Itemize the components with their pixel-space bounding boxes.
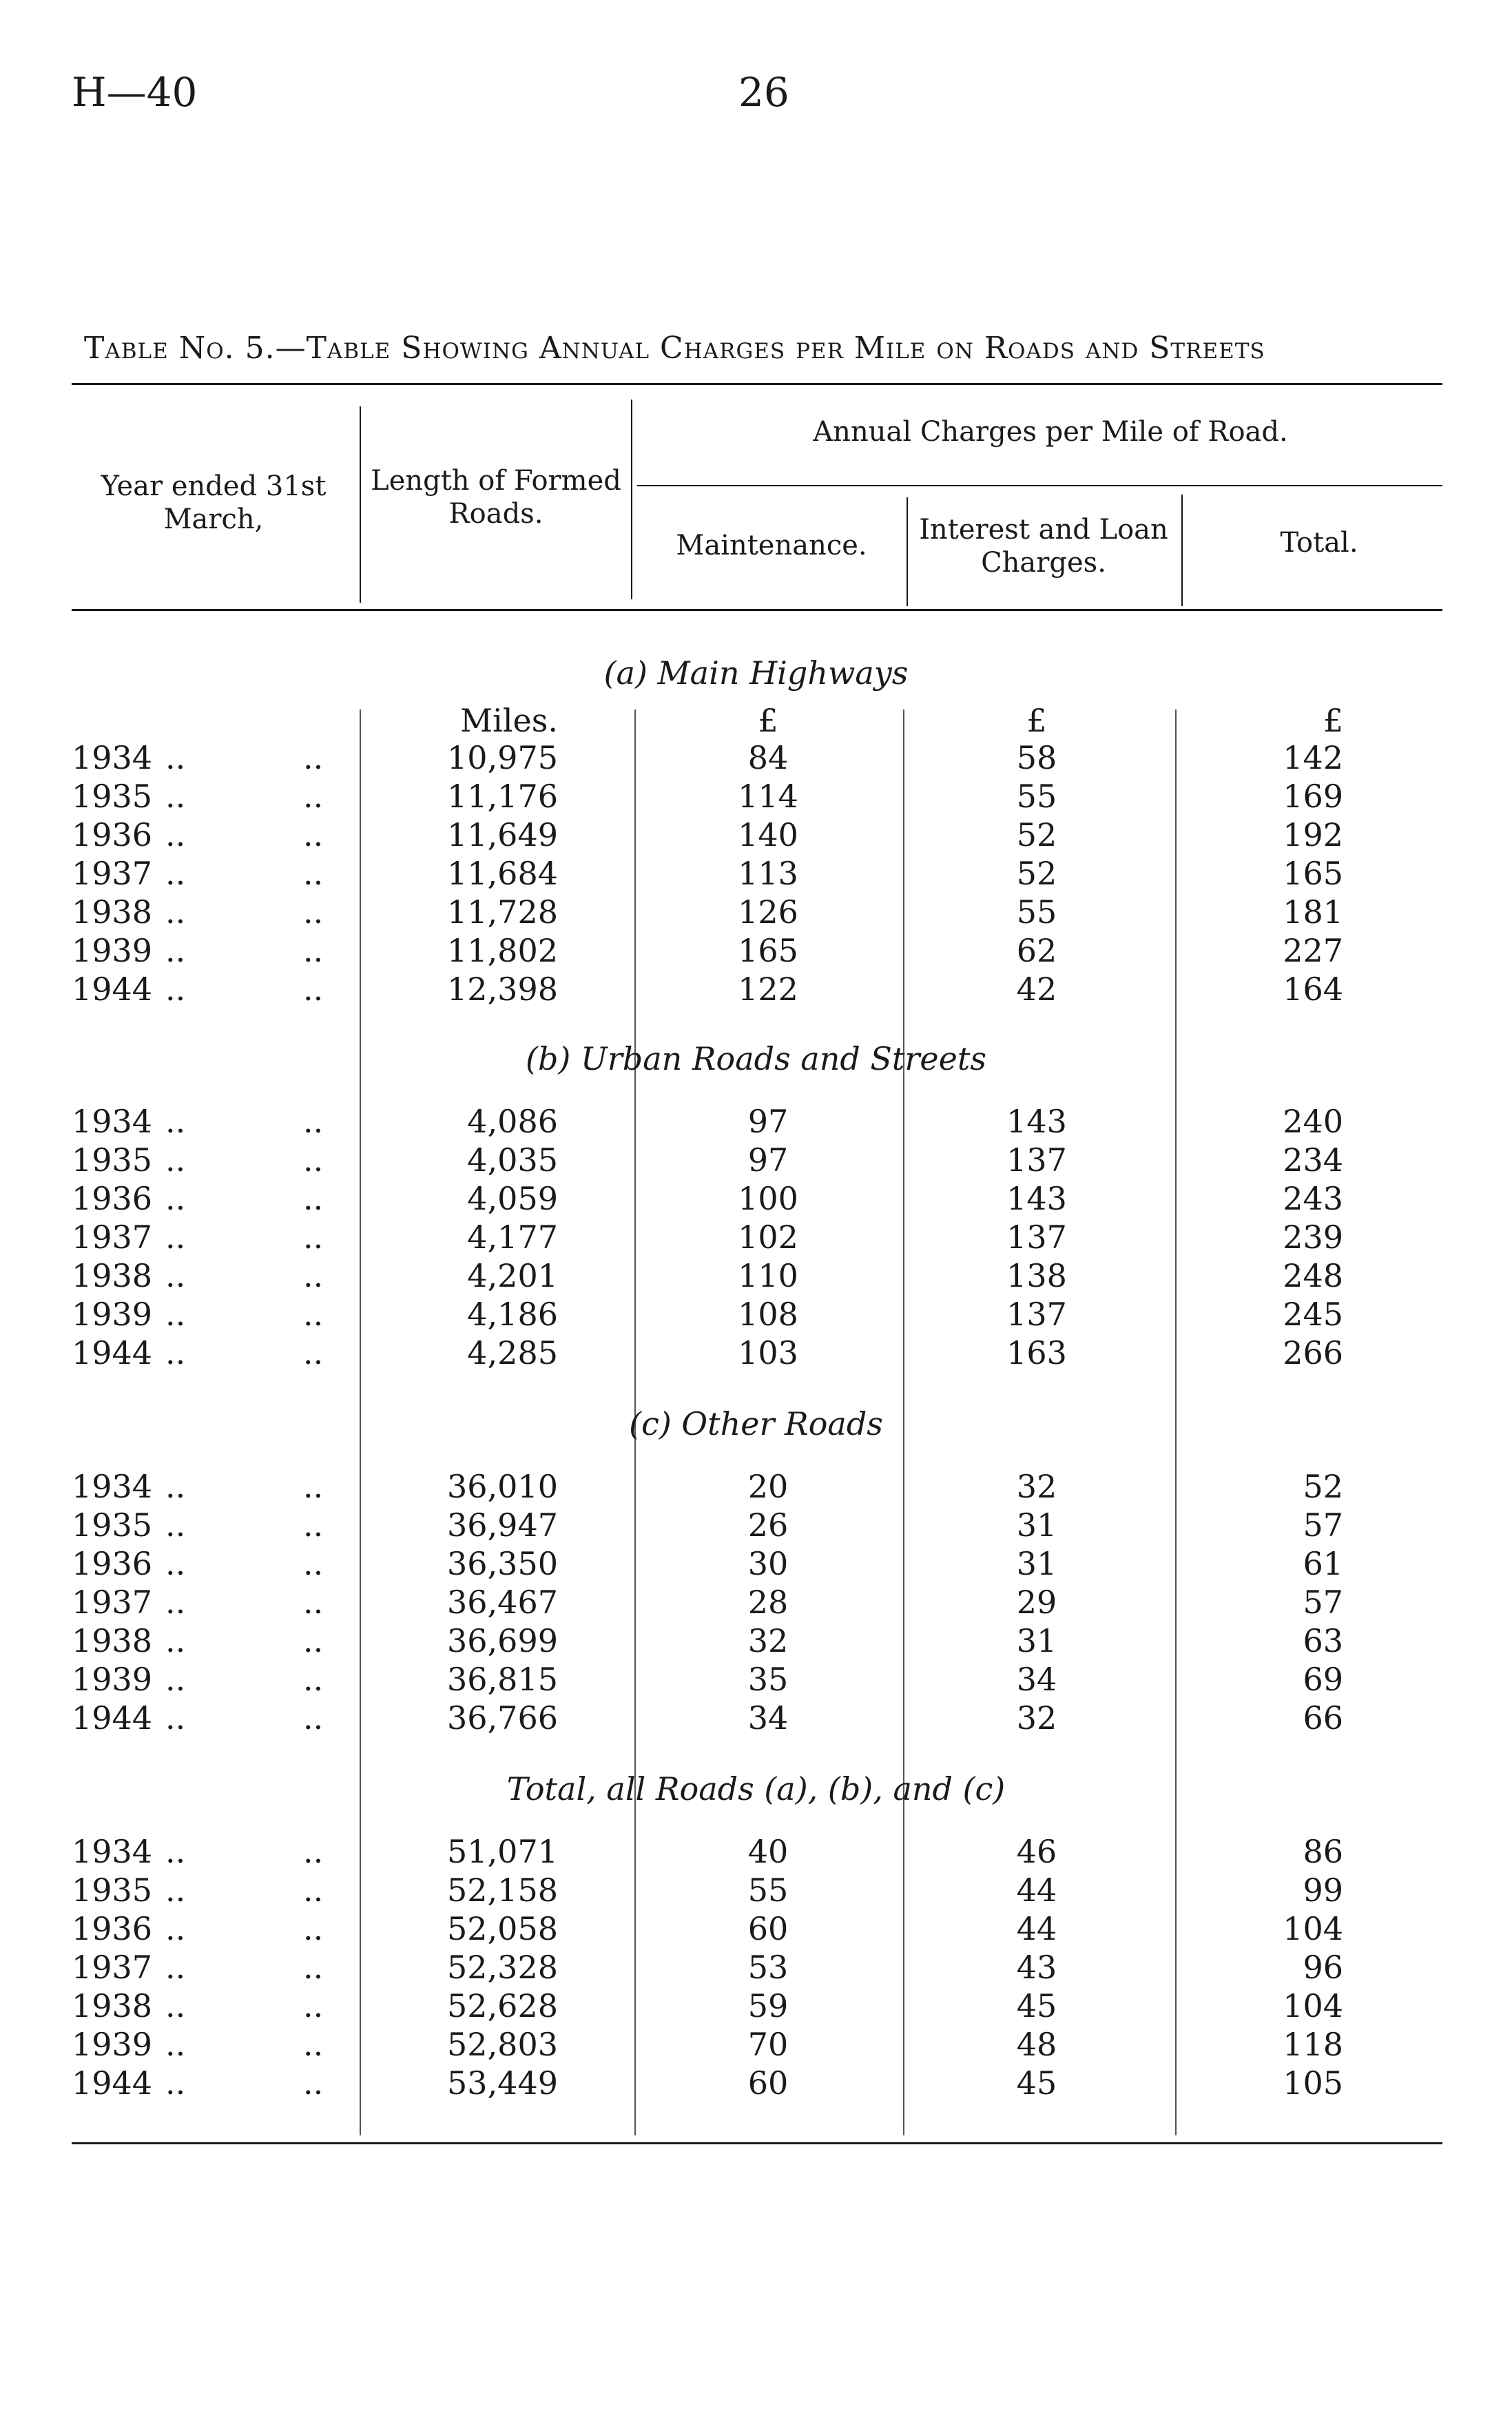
section-title: (c) Other Roads xyxy=(629,1405,883,1442)
length-cell: 53,449 xyxy=(447,2064,558,2102)
length-cell: 36,699 xyxy=(447,1622,558,1659)
leader-dots: .. xyxy=(303,932,324,969)
section-title: (b) Urban Roads and Streets xyxy=(526,1040,986,1077)
leader-dots: .. xyxy=(165,1949,186,1986)
year-cell: 1934 xyxy=(72,1103,153,1140)
leader-dots: .. xyxy=(303,778,324,815)
total-cell: 57 xyxy=(1303,1506,1343,1544)
table-row xyxy=(0,777,1512,816)
length-cell: 52,328 xyxy=(447,1949,558,1986)
year-cell: 1939 xyxy=(72,1296,153,1333)
total-cell: 227 xyxy=(1283,932,1343,969)
leader-dots: .. xyxy=(303,739,324,776)
total-cell: 96 xyxy=(1303,1949,1343,1986)
maintenance-cell: 70 xyxy=(747,2026,789,2063)
maintenance-cell: 35 xyxy=(747,1661,789,1698)
interest-cell: 42 xyxy=(1016,971,1057,1008)
table-row xyxy=(0,1506,1512,1544)
leader-dots: .. xyxy=(165,1699,186,1737)
length-cell: 36,350 xyxy=(447,1545,558,1582)
length-cell: 4,285 xyxy=(467,1334,558,1371)
leader-dots: .. xyxy=(303,855,324,892)
interest-cell: 163 xyxy=(1006,1334,1067,1371)
leader-dots: .. xyxy=(303,1180,324,1217)
header-divider-interest xyxy=(1181,495,1183,606)
leader-dots: .. xyxy=(165,1833,186,1870)
interest-cell: 44 xyxy=(1016,1910,1057,1947)
maintenance-cell: 20 xyxy=(747,1468,789,1505)
maintenance-cell: 53 xyxy=(747,1949,789,1986)
length-cell: 11,728 xyxy=(447,893,558,931)
leader-dots: .. xyxy=(165,1910,186,1947)
maintenance-cell: 165 xyxy=(738,932,798,969)
length-cell: 4,177 xyxy=(467,1219,558,1256)
leader-dots: .. xyxy=(165,1584,186,1621)
length-cell: 52,158 xyxy=(447,1872,558,1909)
interest-cell: 143 xyxy=(1006,1103,1067,1140)
year-cell: 1938 xyxy=(72,893,153,931)
table-row xyxy=(0,893,1512,931)
year-cell: 1934 xyxy=(72,739,153,776)
length-cell: 51,071 xyxy=(447,1833,558,1870)
maintenance-cell: 100 xyxy=(738,1180,798,1217)
maintenance-cell: 114 xyxy=(738,778,798,815)
interest-cell: 29 xyxy=(1016,1584,1057,1621)
year-cell: 1938 xyxy=(72,1987,153,2024)
table-row xyxy=(0,2064,1512,2102)
leader-dots: .. xyxy=(303,1910,324,1947)
leader-dots: .. xyxy=(165,1141,186,1179)
total-cell: 165 xyxy=(1283,855,1343,892)
table-row xyxy=(0,1179,1512,1218)
total-cell: 104 xyxy=(1283,1910,1343,1947)
leader-dots: .. xyxy=(165,893,186,931)
interest-cell: 32 xyxy=(1016,1468,1057,1505)
leader-dots: .. xyxy=(303,1872,324,1909)
interest-cell: 43 xyxy=(1016,1949,1057,1986)
length-cell: 4,186 xyxy=(467,1296,558,1333)
table-row xyxy=(0,1621,1512,1660)
maintenance-cell: 40 xyxy=(747,1833,789,1870)
leader-dots: .. xyxy=(165,1506,186,1544)
leader-dots: .. xyxy=(303,1257,324,1294)
maintenance-cell: 30 xyxy=(747,1545,789,1582)
table-row xyxy=(0,1987,1512,2025)
interest-cell: 44 xyxy=(1016,1872,1057,1909)
total-cell: 181 xyxy=(1283,893,1343,931)
column-header-year: Year ended 31st March, xyxy=(101,470,327,535)
length-cell: 10,975 xyxy=(447,739,558,776)
interest-cell: 137 xyxy=(1006,1219,1067,1256)
table-row xyxy=(0,1141,1512,1179)
table-title: Table No. 5.—Table Showing Annual Charges per Mile on Roads and Streets xyxy=(84,331,1265,366)
leader-dots: .. xyxy=(303,2026,324,2063)
table-row xyxy=(0,1102,1512,1141)
length-cell: 11,176 xyxy=(447,778,558,815)
year-cell: 1944 xyxy=(72,971,153,1008)
leader-dots: .. xyxy=(303,816,324,853)
length-cell: 11,802 xyxy=(447,932,558,969)
year-cell: 1934 xyxy=(72,1468,153,1505)
total-cell: 57 xyxy=(1303,1584,1343,1621)
leader-dots: .. xyxy=(303,1584,324,1621)
interest-cell: 55 xyxy=(1016,893,1057,931)
leader-dots: .. xyxy=(165,1872,186,1909)
maintenance-cell: 126 xyxy=(738,893,798,931)
length-cell: 4,201 xyxy=(467,1257,558,1294)
leader-dots: .. xyxy=(303,1468,324,1505)
interest-cell: 55 xyxy=(1016,778,1057,815)
table-row xyxy=(0,1334,1512,1372)
unit-maintenance: £ xyxy=(758,702,778,739)
year-cell: 1937 xyxy=(72,855,153,892)
length-cell: 11,684 xyxy=(447,855,558,892)
interest-cell: 31 xyxy=(1016,1545,1057,1582)
interest-cell: 58 xyxy=(1016,739,1057,776)
leader-dots: .. xyxy=(165,855,186,892)
table-row xyxy=(0,1948,1512,1987)
year-cell: 1934 xyxy=(72,1833,153,1870)
length-cell: 36,467 xyxy=(447,1584,558,1621)
year-cell: 1935 xyxy=(72,1141,153,1179)
header-divider-year xyxy=(360,406,361,603)
maintenance-cell: 55 xyxy=(747,1872,789,1909)
table-row xyxy=(0,970,1512,1008)
leader-dots: .. xyxy=(165,1334,186,1371)
year-cell: 1944 xyxy=(72,1699,153,1737)
leader-dots: .. xyxy=(303,1103,324,1140)
total-cell: 118 xyxy=(1283,2026,1343,2063)
table-row xyxy=(0,1583,1512,1621)
leader-dots: .. xyxy=(303,1699,324,1737)
year-cell: 1938 xyxy=(72,1257,153,1294)
total-cell: 69 xyxy=(1303,1661,1343,1698)
total-cell: 164 xyxy=(1283,971,1343,1008)
maintenance-cell: 102 xyxy=(738,1219,798,1256)
leader-dots: .. xyxy=(303,2064,324,2102)
total-cell: 142 xyxy=(1283,739,1343,776)
length-cell: 11,649 xyxy=(447,816,558,853)
total-cell: 105 xyxy=(1283,2064,1343,2102)
year-cell: 1935 xyxy=(72,1506,153,1544)
leader-dots: .. xyxy=(303,1334,324,1371)
year-cell: 1939 xyxy=(72,1661,153,1698)
year-cell: 1937 xyxy=(72,1219,153,1256)
length-cell: 36,010 xyxy=(447,1468,558,1505)
interest-cell: 32 xyxy=(1016,1699,1057,1737)
total-cell: 266 xyxy=(1283,1334,1343,1371)
total-cell: 52 xyxy=(1303,1468,1343,1505)
interest-cell: 48 xyxy=(1016,2026,1057,2063)
length-cell: 36,947 xyxy=(447,1506,558,1544)
column-header-length: Length of Formed Roads. xyxy=(371,465,621,530)
leader-dots: .. xyxy=(303,1949,324,1986)
year-cell: 1936 xyxy=(72,1545,153,1582)
year-cell: 1939 xyxy=(72,2026,153,2063)
leader-dots: .. xyxy=(303,1141,324,1179)
leader-dots: .. xyxy=(165,1296,186,1333)
table-row xyxy=(0,1544,1512,1583)
header-top-rule xyxy=(72,383,1442,385)
maintenance-cell: 60 xyxy=(747,2064,789,2102)
leader-dots: .. xyxy=(303,1833,324,1870)
table-bottom-rule xyxy=(72,2142,1442,2144)
leader-dots: .. xyxy=(165,1622,186,1659)
table-row xyxy=(0,2025,1512,2064)
interest-cell: 143 xyxy=(1006,1180,1067,1217)
maintenance-cell: 113 xyxy=(738,855,798,892)
column-header-maintenance: Maintenance. xyxy=(676,530,867,561)
total-cell: 248 xyxy=(1283,1257,1343,1294)
year-cell: 1935 xyxy=(72,778,153,815)
leader-dots: .. xyxy=(303,893,324,931)
leader-dots: .. xyxy=(165,816,186,853)
interest-cell: 31 xyxy=(1016,1506,1057,1544)
leader-dots: .. xyxy=(303,1987,324,2024)
total-cell: 169 xyxy=(1283,778,1343,815)
table-row xyxy=(0,1218,1512,1256)
maintenance-cell: 34 xyxy=(747,1699,789,1737)
year-cell: 1939 xyxy=(72,932,153,969)
maintenance-cell: 84 xyxy=(747,739,789,776)
maintenance-cell: 97 xyxy=(747,1141,789,1179)
table-row xyxy=(0,1256,1512,1295)
column-header-total: Total. xyxy=(1280,527,1358,559)
length-cell: 52,628 xyxy=(447,1987,558,2024)
year-cell: 1938 xyxy=(72,1622,153,1659)
interest-cell: 138 xyxy=(1006,1257,1067,1294)
interest-cell: 46 xyxy=(1016,1833,1057,1870)
total-cell: 240 xyxy=(1283,1103,1343,1140)
unit-length: Miles. xyxy=(460,702,558,739)
units-row xyxy=(0,701,1512,740)
leader-dots: .. xyxy=(165,2026,186,2063)
table-row xyxy=(0,1871,1512,1909)
total-cell: 245 xyxy=(1283,1296,1343,1333)
header-bottom-rule xyxy=(72,609,1442,611)
leader-dots: .. xyxy=(303,1661,324,1698)
table-row xyxy=(0,1909,1512,1948)
interest-cell: 137 xyxy=(1006,1141,1067,1179)
leader-dots: .. xyxy=(165,932,186,969)
maintenance-cell: 60 xyxy=(747,1910,789,1947)
maintenance-cell: 32 xyxy=(747,1622,789,1659)
leader-dots: .. xyxy=(165,971,186,1008)
total-cell: 63 xyxy=(1303,1622,1343,1659)
leader-dots: .. xyxy=(165,1987,186,2024)
length-cell: 36,815 xyxy=(447,1661,558,1698)
interest-cell: 137 xyxy=(1006,1296,1067,1333)
year-cell: 1937 xyxy=(72,1584,153,1621)
year-cell: 1944 xyxy=(72,2064,153,2102)
length-cell: 12,398 xyxy=(447,971,558,1008)
section-title: Total, all Roads (a), (b), and (c) xyxy=(506,1770,1006,1807)
header-divider-length xyxy=(631,400,632,599)
year-cell: 1935 xyxy=(72,1872,153,1909)
maintenance-cell: 103 xyxy=(738,1334,798,1371)
leader-dots: .. xyxy=(165,1545,186,1582)
leader-dots: .. xyxy=(303,1545,324,1582)
section-title: (a) Main Highways xyxy=(603,654,909,692)
year-cell: 1937 xyxy=(72,1949,153,1986)
leader-dots: .. xyxy=(165,1468,186,1505)
maintenance-cell: 97 xyxy=(747,1103,789,1140)
leader-dots: .. xyxy=(165,778,186,815)
maintenance-cell: 108 xyxy=(738,1296,798,1333)
leader-dots: .. xyxy=(303,1506,324,1544)
length-cell: 52,803 xyxy=(447,2026,558,2063)
table-row xyxy=(0,1295,1512,1334)
table-row xyxy=(0,1832,1512,1871)
year-cell: 1936 xyxy=(72,1910,153,1947)
leader-dots: .. xyxy=(165,1661,186,1698)
page-number: 26 xyxy=(738,69,789,116)
total-cell: 86 xyxy=(1303,1833,1343,1870)
year-cell: 1944 xyxy=(72,1334,153,1371)
total-cell: 99 xyxy=(1303,1872,1343,1909)
leader-dots: .. xyxy=(303,1219,324,1256)
table-row xyxy=(0,854,1512,893)
length-cell: 52,058 xyxy=(447,1910,558,1947)
interest-cell: 52 xyxy=(1016,855,1057,892)
column-header-interest: Interest and Loan Charges. xyxy=(919,514,1168,579)
year-cell: 1936 xyxy=(72,816,153,853)
maintenance-cell: 110 xyxy=(738,1257,798,1294)
table-row xyxy=(0,738,1512,777)
column-header-annual-charges: Annual Charges per Mile of Road. xyxy=(813,416,1288,448)
leader-dots: .. xyxy=(165,1257,186,1294)
interest-cell: 52 xyxy=(1016,816,1057,853)
total-cell: 66 xyxy=(1303,1699,1343,1737)
total-cell: 239 xyxy=(1283,1219,1343,1256)
leader-dots: .. xyxy=(165,1219,186,1256)
maintenance-cell: 28 xyxy=(747,1584,789,1621)
interest-cell: 34 xyxy=(1016,1661,1057,1698)
document-code: H—40 xyxy=(72,69,198,116)
interest-cell: 45 xyxy=(1016,2064,1057,2102)
length-cell: 4,086 xyxy=(467,1103,558,1140)
total-cell: 61 xyxy=(1303,1545,1343,1582)
length-cell: 4,035 xyxy=(467,1141,558,1179)
unit-total: £ xyxy=(1323,702,1343,739)
table-row xyxy=(0,1467,1512,1506)
interest-cell: 62 xyxy=(1016,932,1057,969)
table-row xyxy=(0,1660,1512,1699)
total-cell: 192 xyxy=(1283,816,1343,853)
interest-cell: 31 xyxy=(1016,1622,1057,1659)
year-cell: 1936 xyxy=(72,1180,153,1217)
table-row xyxy=(0,931,1512,970)
leader-dots: .. xyxy=(303,1622,324,1659)
length-cell: 36,766 xyxy=(447,1699,558,1737)
total-cell: 243 xyxy=(1283,1180,1343,1217)
leader-dots: .. xyxy=(165,739,186,776)
unit-interest: £ xyxy=(1026,702,1047,739)
maintenance-cell: 59 xyxy=(747,1987,789,2024)
header-mid-rule xyxy=(637,485,1442,486)
total-cell: 234 xyxy=(1283,1141,1343,1179)
leader-dots: .. xyxy=(303,971,324,1008)
table-row xyxy=(0,1699,1512,1737)
maintenance-cell: 122 xyxy=(738,971,798,1008)
total-cell: 104 xyxy=(1283,1987,1343,2024)
leader-dots: .. xyxy=(165,1103,186,1140)
table-row xyxy=(0,816,1512,854)
leader-dots: .. xyxy=(303,1296,324,1333)
interest-cell: 45 xyxy=(1016,1987,1057,2024)
maintenance-cell: 140 xyxy=(738,816,798,853)
header-divider-maintenance xyxy=(907,497,908,606)
leader-dots: .. xyxy=(165,1180,186,1217)
maintenance-cell: 26 xyxy=(747,1506,789,1544)
length-cell: 4,059 xyxy=(467,1180,558,1217)
leader-dots: .. xyxy=(165,2064,186,2102)
